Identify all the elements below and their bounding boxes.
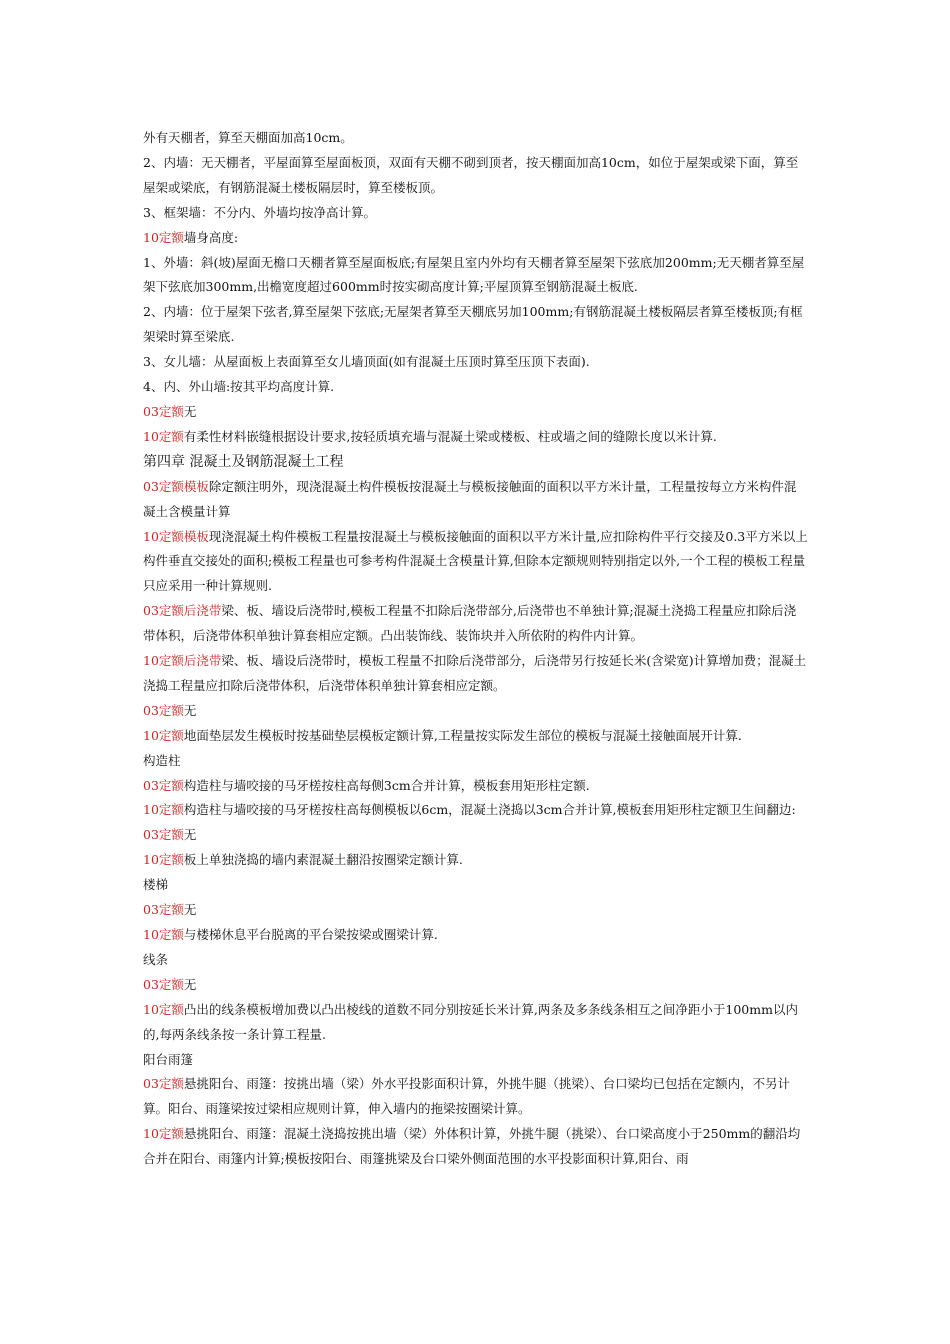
- paragraph: [143, 724, 808, 749]
- paragraph-text: 外有天棚者，算至天棚面加高10cm。: [143, 130, 353, 145]
- paragraph: [143, 848, 808, 873]
- quota-tag: 10定额: [143, 1001, 184, 1017]
- quota-tag: 03定额: [143, 976, 184, 992]
- paragraph-text: 线条: [143, 951, 169, 967]
- document-body: [143, 126, 808, 1172]
- paragraph-text: 地面垫层发生模板时按基础垫层模板定额计算,工程量按实际发生部位的模板与混凝土接触面展开计算.: [183, 727, 742, 743]
- paragraph-text: 阳台雨篷: [143, 1051, 194, 1067]
- quota-tag: 10定额模板: [143, 528, 209, 544]
- paragraph-text: 1、外墙：斜(坡)屋面无檐口天棚者算至屋面板底;有屋架且室内外均有天棚者算至屋架下弦底加200mm;无天棚者算至屋架下弦底加300mm,出檐宽度超过600mm时按实砌高度计算;平屋顶算至钢筋混凝土板底.: [143, 254, 805, 295]
- paragraph-text: 墙身高度:: [183, 229, 239, 245]
- quota-tag: 03定额: [143, 902, 184, 918]
- paragraph-text: 构造柱与墙咬接的马牙槎按柱高每侧3cm合并计算，模板套用矩形柱定额.: [183, 777, 590, 793]
- paragraph-text: 除定额注明外，现浇混凝土构件模板按混凝土与模板接触面的面积以平方米计量，工程量按每立方米构件混凝土含模量计算: [143, 478, 797, 519]
- paragraph-text: 现浇混凝土构件模板工程量按混凝土与模板接触面的面积以平方米计量,应扣除构件平行交接及0.3平方米以上构件垂直交接处的面积;模板工程量也可参考构件混凝土含模量计算,但除本定额规则特别指定以外,一个工程的模板工程量只应采用一种计算规则.: [143, 528, 808, 594]
- paragraph: [143, 375, 808, 400]
- quota-tag: 03定额: [143, 702, 184, 718]
- paragraph: [143, 948, 808, 973]
- paragraph-text: 有柔性材料嵌缝根据设计要求,按轻质填充墙与混凝土梁或楼板、柱或墙之间的缝隙长度以米计算.: [183, 428, 717, 444]
- chapter-heading: [143, 450, 808, 475]
- paragraph-text: 无: [183, 702, 197, 718]
- paragraph-text: 构造柱: [143, 752, 181, 768]
- paragraph-text: 梁、板、墙设后浇带时，模板工程量不扣除后浇带部分，后浇带另行按延长米(含梁宽)计算增加费；混凝土浇捣工程量应扣除后浇带体积，后浇带体积单独计算套相应定额。: [143, 653, 807, 693]
- paragraph: [143, 126, 808, 151]
- paragraph-text: 4、内、外山墙:按其平均高度计算.: [143, 379, 335, 395]
- quota-tag: 10定额: [143, 229, 184, 245]
- quota-tag: 10定额: [143, 428, 184, 444]
- paragraph-text: 与楼梯休息平台脱离的平台梁按梁或圈梁计算.: [183, 927, 438, 942]
- paragraph-text: 无: [183, 976, 197, 992]
- paragraph: [143, 923, 808, 948]
- paragraph: [143, 350, 808, 375]
- quota-tag: 10定额后浇带: [143, 653, 222, 669]
- paragraph-text: 悬挑阳台、雨篷：按挑出墙（梁）外水平投影面积计算，外挑牛腿（挑梁）、台口梁均已包括在定额内，不另计算。阳台、雨篷梁按过梁相应规则计算，伸入墙内的拖梁按圈梁计算。: [143, 1076, 791, 1117]
- paragraph-text: 构造柱与墙咬接的马牙槎按柱高每侧模板以6cm，混凝土浇捣以3cm合并计算,模板套用矩形柱定额卫生间翻边:: [183, 802, 796, 818]
- paragraph-text: 板上单独浇捣的墙内素混凝土翻沿按圈梁定额计算.: [183, 852, 463, 868]
- paragraph-text: 2、内墙：无天棚者，平屋面算至屋面板顶，双面有天棚不砌到顶者，按天棚面加高10cm，如位于屋架或梁下面，算至屋架或梁底，有钢筋混凝土楼板隔层时，算至楼板顶。: [143, 154, 799, 195]
- paragraph: [143, 599, 808, 649]
- paragraph: [143, 649, 808, 699]
- paragraph: [143, 1048, 808, 1073]
- paragraph-text: 无: [183, 902, 197, 918]
- paragraph-text: 无: [183, 403, 197, 419]
- paragraph-text: 3、框架墙：不分内、外墙均按净高计算。: [143, 204, 376, 220]
- paragraph: [143, 251, 808, 301]
- quota-tag: 03定额后浇带: [143, 603, 222, 619]
- paragraph: [143, 998, 808, 1048]
- paragraph-text: 2、内墙：位于屋架下弦者,算至屋架下弦底;无屋架者算至天棚底另加100mm;有钢筋混凝土楼板隔层者算至楼板顶;有框架梁时算至梁底.: [143, 304, 803, 345]
- quota-tag: 10定额: [143, 927, 184, 942]
- paragraph-text: 无: [183, 827, 197, 843]
- paragraph: [143, 151, 808, 201]
- paragraph: [143, 774, 808, 799]
- quota-tag: 10定额: [143, 802, 184, 818]
- quota-tag: 03定额: [143, 777, 184, 793]
- paragraph: [143, 425, 808, 450]
- paragraph: [143, 699, 808, 724]
- quota-tag: 03定额模板: [143, 478, 209, 494]
- paragraph: [143, 400, 808, 425]
- quota-tag: 10定额: [143, 852, 184, 868]
- paragraph: [143, 475, 808, 525]
- quota-tag: 10定额: [143, 727, 184, 743]
- paragraph-text: 凸出的线条模板增加费以凸出棱线的道数不同分别按延长米计算,两条及多条线条相互之间净距小于100mm以内的,每两条线条按一条计算工程量.: [143, 1001, 798, 1042]
- paragraph: [143, 226, 808, 251]
- paragraph-text: 悬挑阳台、雨篷：混凝土浇捣按挑出墙（梁）外体积计算，外挑牛腿（挑梁）、台口梁高度小于250mm的翻沿均合并在阳台、雨篷内计算;模板按阳台、雨篷挑梁及台口梁外侧面范围的水平投影面积计算,阳台、雨: [143, 1126, 801, 1167]
- paragraph: [143, 798, 808, 823]
- paragraph: [143, 300, 808, 350]
- paragraph: [143, 873, 808, 898]
- paragraph-text: 梁、板、墙设后浇带时,模板工程量不扣除后浇带部分,后浇带也不单独计算;混凝土浇捣工程量应扣除后浇带体积，后浇带体积单独计算套相应定额。凸出装饰线、装饰块并入所依附的构件内计算。: [143, 603, 797, 644]
- paragraph: [143, 749, 808, 774]
- quota-tag: 10定额: [143, 1126, 184, 1142]
- paragraph: [143, 973, 808, 998]
- quota-tag: 03定额: [143, 827, 184, 843]
- paragraph: [143, 1072, 808, 1122]
- paragraph-text: 3、女儿墙：从屋面板上表面算至女儿墙顶面(如有混凝土压顶时算至压顶下表面).: [143, 354, 590, 370]
- quota-tag: 03定额: [143, 403, 184, 419]
- paragraph-text: 第四章 混凝土及钢筋混凝土工程: [143, 453, 344, 470]
- paragraph: [143, 201, 808, 226]
- paragraph: [143, 898, 808, 923]
- paragraph-text: 楼梯: [143, 877, 169, 893]
- paragraph: [143, 525, 808, 600]
- paragraph: [143, 823, 808, 848]
- paragraph: [143, 1122, 808, 1172]
- quota-tag: 03定额: [143, 1076, 184, 1092]
